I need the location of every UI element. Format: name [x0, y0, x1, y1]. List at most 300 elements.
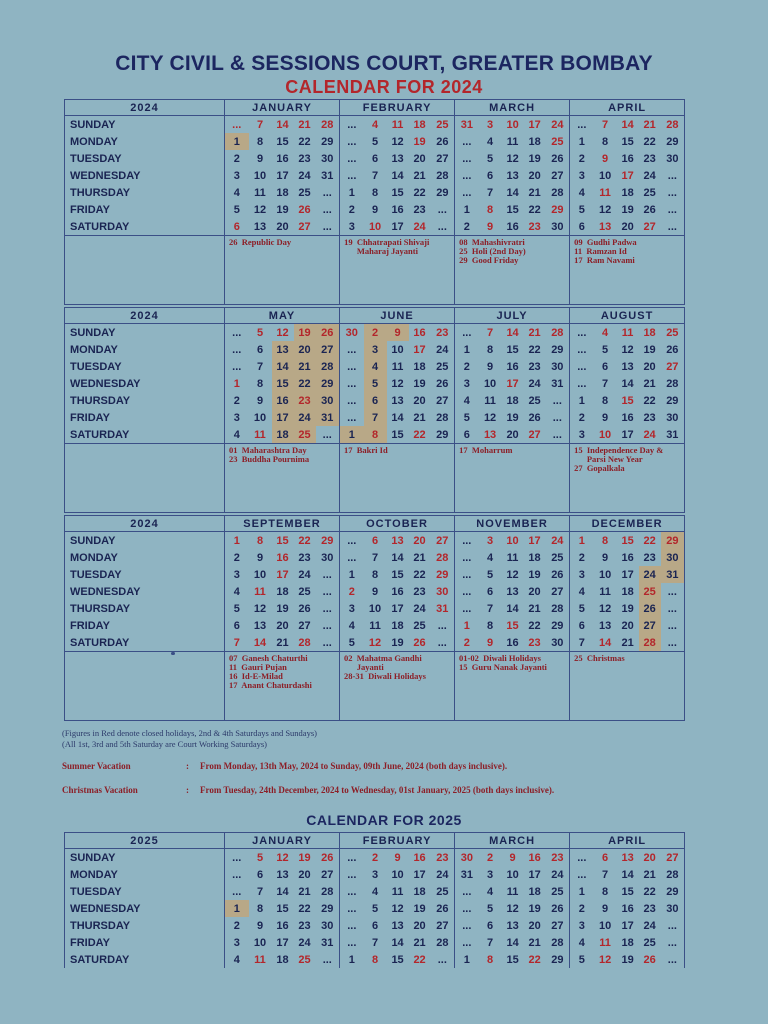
- month-name: FEBRUARY: [340, 833, 455, 849]
- date-cell: 13: [253, 220, 267, 233]
- date-cell: 1: [455, 201, 479, 218]
- date-cell: 1: [570, 392, 594, 409]
- date-cell: ...: [455, 934, 479, 951]
- date-cell: 19: [506, 411, 519, 424]
- date-cell: ...: [570, 324, 594, 342]
- date-cell: 6: [487, 919, 494, 932]
- month-name: APRIL: [570, 100, 685, 116]
- date-cell: 7: [225, 634, 249, 652]
- date-cell: 1: [225, 133, 249, 150]
- date-cell: 26: [643, 203, 656, 216]
- date-cell: 14: [621, 377, 634, 390]
- date-cell: 7: [602, 118, 609, 131]
- holiday-list: [570, 652, 685, 721]
- date-cell: 7: [256, 885, 264, 898]
- date-cell: 30: [316, 917, 340, 934]
- date-cell: 12: [276, 326, 289, 339]
- date-cell: 23: [294, 392, 316, 409]
- holiday-list: [570, 444, 685, 513]
- date-cell: 28: [661, 116, 685, 134]
- note-working-saturdays: (All 1st, 3rd and 5th Saturday are Court Working Saturdays): [62, 739, 268, 749]
- date-cell: 28: [546, 600, 570, 617]
- date-cell: 9: [486, 636, 494, 649]
- date-cell: 29: [546, 201, 570, 218]
- date-cell: 26: [298, 203, 311, 216]
- day-row: [65, 917, 685, 934]
- date-cell: 22: [298, 135, 311, 148]
- day-row: [65, 201, 685, 218]
- date-cell: 2: [225, 549, 249, 566]
- day-name: TUESDAY: [65, 150, 225, 167]
- day-row: [65, 358, 685, 375]
- date-cell: 18: [528, 885, 541, 898]
- date-cell: ...: [340, 358, 364, 375]
- date-cell: 3: [340, 218, 364, 236]
- calendar-block: [64, 99, 685, 305]
- date-cell: 20: [528, 919, 541, 932]
- date-cell: 27: [528, 428, 541, 441]
- date-cell: 3: [455, 375, 479, 392]
- date-cell: 15: [391, 953, 404, 966]
- date-cell: 30: [661, 409, 685, 426]
- date-cell: 27: [661, 358, 685, 375]
- date-cell: 10: [253, 568, 267, 581]
- date-cell: 15: [276, 902, 289, 915]
- date-cell: 27: [298, 220, 311, 233]
- day-row: [65, 375, 685, 392]
- date-cell: ...: [316, 426, 340, 444]
- date-cell: 16: [276, 551, 289, 564]
- date-cell: 27: [298, 619, 311, 632]
- date-cell: 6: [371, 534, 379, 547]
- date-cell: 2: [225, 150, 249, 167]
- day-name: FRIDAY: [65, 409, 225, 426]
- date-cell: 21: [528, 186, 541, 199]
- year-label: 2024: [65, 100, 225, 116]
- date-cell: 21: [643, 118, 656, 131]
- day-name: SATURDAY: [65, 951, 225, 968]
- date-cell: 12: [621, 343, 634, 356]
- date-cell: 28: [661, 375, 685, 392]
- holiday-item: Maharaj Jayanti: [344, 246, 418, 256]
- date-cell: 1: [455, 617, 479, 634]
- date-cell: 3: [225, 566, 249, 583]
- month-name: FEBRUARY: [340, 100, 455, 116]
- date-cell: 1: [570, 532, 594, 550]
- date-cell: 19: [621, 953, 634, 966]
- date-cell: 9: [256, 551, 264, 564]
- date-cell: 28: [546, 184, 570, 201]
- date-cell: 31: [455, 116, 479, 134]
- date-cell: ...: [225, 883, 249, 900]
- date-cell: 17: [276, 169, 289, 182]
- date-cell: 5: [486, 568, 494, 581]
- date-cell: 20: [413, 394, 426, 407]
- date-cell: 6: [372, 152, 379, 165]
- date-cell: 5: [487, 902, 494, 915]
- date-cell: 15: [621, 135, 634, 148]
- court-title: CITY CIVIL & SESSIONS COURT, GREATER BOMBAY: [115, 52, 653, 75]
- date-cell: 30: [431, 583, 455, 600]
- summer-vacation-colon: :: [186, 761, 189, 771]
- date-cell: 19: [294, 324, 316, 342]
- date-cell: 29: [316, 375, 340, 392]
- christmas-vacation-colon: :: [186, 785, 189, 795]
- date-cell: 10: [391, 343, 404, 356]
- date-cell: 28: [298, 636, 311, 649]
- date-cell: ...: [225, 866, 249, 883]
- date-cell: 6: [602, 851, 609, 864]
- date-cell: 17: [272, 409, 294, 426]
- date-cell: 13: [598, 220, 612, 233]
- date-cell: 28: [639, 634, 661, 652]
- date-cell: 21: [294, 358, 316, 375]
- date-cell: 13: [506, 169, 519, 182]
- date-cell: 13: [253, 619, 267, 632]
- date-cell: ...: [661, 951, 685, 968]
- date-cell: 1: [340, 951, 364, 968]
- date-cell: ...: [340, 866, 364, 883]
- date-cell: 29: [431, 426, 455, 444]
- date-cell: 26: [431, 133, 455, 150]
- date-cell: 14: [391, 169, 404, 182]
- date-cell: 18: [413, 118, 426, 131]
- date-cell: 20: [276, 619, 289, 632]
- date-cell: ...: [661, 600, 685, 617]
- date-cell: 9: [602, 411, 609, 424]
- date-cell: 7: [371, 551, 379, 564]
- calendar-block: [64, 832, 685, 968]
- summer-vacation-text: From Monday, 13th May, 2024 to Sunday, 09th June, 2024 (both days inclusive).: [200, 761, 508, 771]
- date-cell: 30: [661, 549, 685, 566]
- date-cell: 25: [431, 116, 455, 134]
- date-cell: 29: [546, 951, 570, 968]
- date-cell: 4: [364, 358, 387, 375]
- date-cell: 26: [661, 341, 685, 358]
- holiday-list: [455, 652, 570, 721]
- date-cell: 3: [570, 426, 594, 444]
- date-cell: ...: [340, 167, 364, 184]
- date-cell: 8: [372, 186, 379, 199]
- date-cell: 11: [254, 585, 266, 598]
- date-cell: 27: [431, 392, 455, 409]
- date-cell: 19: [621, 602, 634, 615]
- date-cell: 25: [528, 394, 541, 407]
- date-cell: 4: [487, 135, 494, 148]
- holiday-item: 11 Gauri Pujan: [229, 662, 287, 672]
- date-cell: ...: [225, 358, 249, 375]
- date-cell: 10: [253, 411, 267, 424]
- date-cell: ...: [225, 116, 249, 134]
- holiday-item: 01 Maharashtra Day: [229, 445, 307, 455]
- date-cell: 15: [621, 394, 634, 407]
- date-cell: ...: [340, 150, 364, 167]
- holiday-list: [455, 444, 570, 513]
- date-cell: 13: [391, 152, 404, 165]
- date-cell: 11: [599, 585, 611, 598]
- day-row: [65, 934, 685, 951]
- date-cell: 16: [528, 851, 541, 864]
- date-cell: ...: [661, 934, 685, 951]
- date-cell: 28: [661, 866, 685, 883]
- year-label: 2024: [65, 516, 225, 532]
- holiday-item: 15 Guru Nanak Jayanti: [459, 662, 547, 672]
- month-name: DECEMBER: [570, 516, 685, 532]
- date-cell: 1: [340, 566, 364, 583]
- date-cell: 28: [316, 883, 340, 900]
- month-name: MAY: [225, 308, 340, 324]
- date-cell: 21: [276, 636, 289, 649]
- date-cell: 6: [570, 617, 594, 634]
- date-cell: 15: [506, 953, 519, 966]
- date-cell: 17: [413, 343, 426, 356]
- date-cell: 2: [372, 851, 379, 864]
- date-cell: 9: [602, 551, 609, 564]
- day-name: FRIDAY: [65, 201, 225, 218]
- date-cell: 8: [256, 902, 264, 915]
- date-cell: 14: [621, 118, 634, 131]
- month-header-row: [65, 308, 685, 324]
- date-cell: 10: [253, 169, 267, 182]
- date-cell: 4: [225, 951, 249, 968]
- date-cell: 27: [546, 167, 570, 184]
- date-cell: 8: [486, 619, 494, 632]
- date-cell: 9: [602, 152, 609, 165]
- date-cell: 3: [225, 167, 249, 184]
- date-cell: 13: [483, 428, 497, 441]
- holiday-item: 23 Buddha Pournima: [229, 454, 310, 464]
- date-cell: 10: [598, 568, 612, 581]
- date-cell: 21: [528, 602, 541, 615]
- date-cell: 4: [225, 426, 249, 444]
- date-cell: 9: [256, 152, 264, 165]
- date-cell: 18: [413, 885, 426, 898]
- date-cell: 17: [391, 602, 404, 615]
- year-label: 2025: [65, 833, 225, 849]
- date-cell: ...: [570, 358, 594, 375]
- date-cell: 28: [546, 324, 570, 342]
- date-cell: 16: [276, 152, 289, 165]
- date-cell: 31: [431, 600, 455, 617]
- date-cell: 29: [661, 133, 685, 150]
- date-cell: 7: [487, 936, 494, 949]
- date-cell: 3: [340, 600, 364, 617]
- date-cell: 29: [661, 883, 685, 900]
- date-cell: 15: [391, 186, 404, 199]
- date-cell: 30: [316, 150, 340, 167]
- date-cell: ...: [340, 849, 364, 867]
- date-cell: 11: [369, 619, 381, 632]
- date-cell: 18: [528, 135, 541, 148]
- date-cell: 18: [276, 585, 289, 598]
- date-cell: 2: [340, 583, 364, 600]
- date-cell: 27: [316, 866, 340, 883]
- date-cell: 10: [253, 936, 267, 949]
- date-cell: 8: [256, 534, 264, 547]
- date-cell: 12: [598, 953, 612, 966]
- date-cell: 14: [621, 868, 634, 881]
- date-cell: 13: [598, 619, 612, 632]
- date-cell: 30: [661, 900, 685, 917]
- date-cell: 6: [364, 392, 387, 409]
- date-cell: 22: [294, 375, 316, 392]
- date-cell: 24: [431, 866, 455, 883]
- date-cell: 11: [506, 885, 519, 898]
- day-row: [65, 583, 685, 600]
- date-cell: 27: [639, 617, 661, 634]
- day-name: WEDNESDAY: [65, 900, 225, 917]
- date-cell: 9: [387, 324, 409, 342]
- date-cell: 21: [413, 169, 426, 182]
- date-cell: ...: [316, 634, 340, 652]
- summer-vacation-label: Summer Vacation: [62, 761, 131, 771]
- month-name: MARCH: [455, 833, 570, 849]
- day-row: [65, 218, 685, 236]
- date-cell: 17: [506, 377, 519, 390]
- date-cell: 24: [546, 866, 570, 883]
- date-cell: 23: [298, 152, 311, 165]
- date-cell: 15: [391, 568, 404, 581]
- date-cell: 19: [276, 203, 289, 216]
- date-cell: 15: [506, 203, 519, 216]
- christmas-vacation-label: Christmas Vacation: [62, 785, 138, 795]
- date-cell: 19: [643, 343, 656, 356]
- day-name: SUNDAY: [65, 324, 225, 342]
- day-name: THURSDAY: [65, 600, 225, 617]
- date-cell: 25: [643, 936, 656, 949]
- date-cell: 13: [506, 585, 519, 598]
- day-row: [65, 849, 685, 867]
- date-cell: ...: [455, 133, 479, 150]
- date-cell: 15: [272, 375, 294, 392]
- date-cell: 18: [528, 551, 541, 564]
- date-cell: 14: [391, 936, 404, 949]
- date-cell: 28: [546, 934, 570, 951]
- calendar-block: [64, 307, 685, 513]
- date-cell: 17: [528, 868, 541, 881]
- date-cell: 20: [413, 534, 426, 547]
- month-name: JUNE: [340, 308, 455, 324]
- date-cell: ...: [225, 849, 249, 867]
- date-cell: 12: [391, 377, 404, 390]
- date-cell: 17: [621, 169, 634, 182]
- date-cell: 22: [528, 203, 541, 216]
- day-row: [65, 409, 685, 426]
- date-cell: 20: [643, 851, 656, 864]
- date-cell: ...: [661, 617, 685, 634]
- date-cell: 12: [368, 636, 382, 649]
- date-cell: 7: [486, 602, 494, 615]
- day-name: SATURDAY: [65, 634, 225, 652]
- holidays-row: [65, 444, 685, 513]
- date-cell: 9: [602, 902, 609, 915]
- date-cell: 25: [294, 426, 316, 444]
- date-cell: 31: [316, 409, 340, 426]
- date-cell: 5: [570, 951, 594, 968]
- day-row: [65, 549, 685, 566]
- date-cell: 6: [225, 617, 249, 634]
- date-cell: 20: [413, 152, 426, 165]
- date-cell: 2: [455, 358, 479, 375]
- date-cell: 25: [546, 549, 570, 566]
- day-row: [65, 133, 685, 150]
- date-cell: 29: [431, 566, 455, 583]
- date-cell: 9: [509, 851, 516, 864]
- date-cell: 6: [486, 585, 494, 598]
- date-cell: 1: [225, 900, 249, 917]
- date-cell: 16: [391, 203, 404, 216]
- date-cell: 15: [621, 885, 634, 898]
- day-row: [65, 600, 685, 617]
- date-cell: 23: [413, 203, 426, 216]
- date-cell: ...: [455, 150, 479, 167]
- date-cell: 16: [506, 636, 519, 649]
- date-cell: ...: [431, 201, 455, 218]
- date-cell: 14: [391, 551, 404, 564]
- date-cell: 1: [340, 426, 364, 444]
- date-cell: 2: [455, 218, 479, 236]
- date-cell: 14: [391, 411, 404, 424]
- day-name: SUNDAY: [65, 849, 225, 867]
- holiday-item: 16 Id-E-Milad: [229, 671, 283, 681]
- date-cell: ...: [570, 341, 594, 358]
- date-cell: 5: [570, 600, 594, 617]
- date-cell: ...: [431, 218, 455, 236]
- date-cell: ...: [340, 409, 364, 426]
- day-row: [65, 324, 685, 342]
- date-cell: 12: [506, 152, 519, 165]
- date-cell: 24: [643, 169, 656, 182]
- date-cell: 7: [570, 634, 594, 652]
- date-cell: 25: [546, 883, 570, 900]
- date-cell: ...: [455, 900, 479, 917]
- date-cell: ...: [455, 532, 479, 550]
- calendar-2025-title: CALENDAR FOR 2025: [306, 812, 462, 828]
- date-cell: 22: [528, 953, 541, 966]
- date-cell: ...: [661, 634, 685, 652]
- date-cell: 13: [272, 341, 294, 358]
- date-cell: ...: [455, 549, 479, 566]
- date-cell: 24: [431, 341, 455, 358]
- date-cell: 25: [661, 324, 685, 342]
- date-cell: 4: [570, 184, 594, 201]
- date-cell: 5: [602, 343, 609, 356]
- holiday-item: 17 Moharrum: [459, 445, 513, 455]
- date-cell: 29: [431, 184, 455, 201]
- date-cell: 11: [391, 360, 404, 373]
- date-cell: 24: [298, 568, 311, 581]
- date-cell: ...: [570, 849, 594, 867]
- date-cell: 18: [272, 426, 294, 444]
- date-cell: 25: [643, 186, 656, 199]
- date-cell: 12: [391, 135, 404, 148]
- month-name: SEPTEMBER: [225, 516, 340, 532]
- date-cell: 23: [431, 849, 455, 867]
- day-name: WEDNESDAY: [65, 167, 225, 184]
- date-cell: 18: [413, 360, 426, 373]
- date-cell: 9: [487, 220, 494, 233]
- date-cell: 20: [528, 585, 541, 598]
- date-cell: 18: [621, 585, 634, 598]
- date-cell: 3: [225, 409, 249, 426]
- date-cell: 1: [340, 184, 364, 201]
- date-cell: ...: [316, 583, 340, 600]
- date-cell: 18: [276, 953, 289, 966]
- date-cell: ...: [661, 583, 685, 600]
- date-cell: 21: [643, 377, 656, 390]
- date-cell: 19: [528, 152, 541, 165]
- month-header-row: [65, 516, 685, 532]
